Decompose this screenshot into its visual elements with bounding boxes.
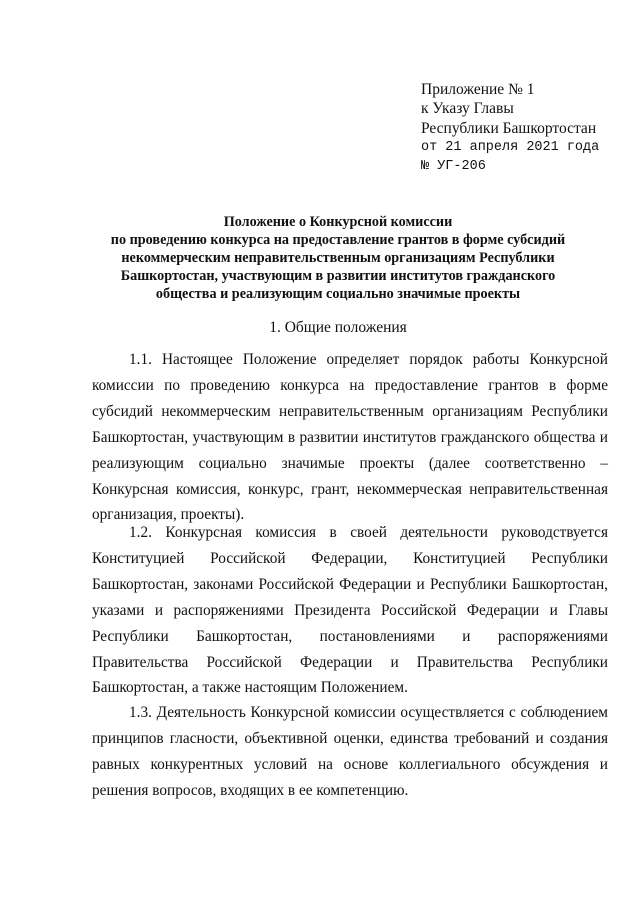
paragraph-1-1: 1.1. Настоящее Положение определяет порядок работы Конкурсной комиссии по проведению конкурса на предоставление грантов в форме субсидий некоммерческим неправительственным организациям Республики Башкортостан, участвующим в развитии институтов гражданского общества и реализующим социально значимые проекты (далее соответственно – Конкурсная комиссия, конкурс, грант, некоммерческая неправительственная организация, проекты).	[92, 351, 608, 524]
document-title	[88, 213, 588, 303]
section-heading: 1. Общие положения	[269, 319, 407, 336]
annex-block	[421, 80, 599, 176]
title-line-5: общества и реализующим социально значимые проекты	[155, 286, 521, 302]
annex-number: № УГ-206	[421, 159, 486, 175]
paragraph-1-2: 1.2. Конкурсная комиссия в своей деятельности руководствуется Конституцией Российской Федерации, Конституцией Республики Башкортостан, законами Российской Федерации и Республики Башкортостан, указами и распоряжениями Президента Российской Федерации и Главы Республики Башкортостан, постановлениями и распоряжениями Правительства Российской Федерации и Правительства Республики Башкортостан, а также настоящим Положением.	[92, 524, 608, 697]
title-line-1: Положение о Конкурсной комиссии	[223, 214, 453, 230]
title-line-3: некоммерческим неправительственным организациям Республики	[121, 250, 555, 266]
annex-line-3: Республики Башкортостан	[421, 119, 597, 137]
title-line-2: по проведению конкурса на предоставление грантов в форме субсидий	[110, 232, 566, 248]
paragraph-1-3: 1.3. Деятельность Конкурсной комиссии осуществляется с соблюдением принципов гласности, объективной оценки, единства требований и создания равных конкурентных условий на основе коллегиального обсуждения и решения вопросов, входящих в ее компетенцию.	[92, 704, 608, 799]
annex-line-2: к Указу Главы	[421, 100, 514, 118]
title-line-4: Башкортостан, участвующим в развитии институтов гражданского	[120, 268, 556, 284]
annex-line-1: Приложение № 1	[421, 81, 535, 98]
annex-date: от 21 апреля 2021 года	[421, 139, 600, 155]
